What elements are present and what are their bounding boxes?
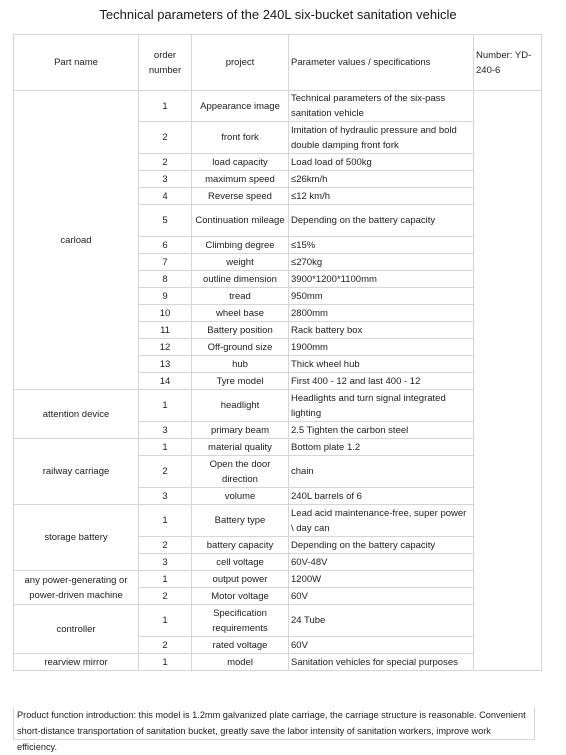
project-cell: Battery type	[192, 505, 289, 537]
order-number-cell: 12	[139, 339, 192, 356]
order-number-cell: 3	[139, 554, 192, 571]
project-cell: headlight	[192, 390, 289, 422]
order-number-cell: 2	[139, 122, 192, 154]
blank-number-column	[474, 91, 542, 671]
parameter-value-cell: 1200W	[289, 571, 474, 588]
order-number-cell: 2	[139, 456, 192, 488]
parameter-value-cell: 1900mm	[289, 339, 474, 356]
table-row	[14, 571, 542, 588]
table-row	[14, 505, 542, 537]
order-number-cell: 13	[139, 356, 192, 373]
parameter-value-cell: 3900*1200*1100mm	[289, 271, 474, 288]
part-name-cell: controller	[14, 605, 139, 654]
parameter-value-cell: 60V	[289, 588, 474, 605]
table-row	[14, 605, 542, 637]
order-number-cell: 2	[139, 588, 192, 605]
parameter-value-cell: Sanitation vehicles for special purposes	[289, 654, 474, 671]
project-cell: primary beam	[192, 422, 289, 439]
parameter-value-cell: 2.5 Tighten the carbon steel	[289, 422, 474, 439]
project-cell: rated voltage	[192, 637, 289, 654]
parameter-value-cell: ≤15%	[289, 237, 474, 254]
project-cell: volume	[192, 488, 289, 505]
page-title: Technical parameters of the 240L six-bucket sanitation vehicle	[99, 7, 457, 22]
table-header-row	[14, 35, 542, 91]
project-cell: battery capacity	[192, 537, 289, 554]
order-number-cell: 2	[139, 154, 192, 171]
parameter-value-cell: 60V	[289, 637, 474, 654]
header-number: Number: YD-240-6	[474, 35, 542, 91]
project-cell: tread	[192, 288, 289, 305]
part-name-cell: any power-generating or power-driven machine	[14, 571, 139, 605]
header-order-number: order number	[139, 35, 192, 91]
project-cell: Battery position	[192, 322, 289, 339]
parameter-value-cell: Rack battery box	[289, 322, 474, 339]
part-name-cell: railway carriage	[14, 439, 139, 505]
parameter-value-cell: Depending on the battery capacity	[289, 537, 474, 554]
parameter-value-cell: ≤270kg	[289, 254, 474, 271]
parameter-value-cell: Headlights and turn signal integrated lighting	[289, 390, 474, 422]
parameter-value-cell: ≤26km/h	[289, 171, 474, 188]
order-number-cell: 3	[139, 422, 192, 439]
header-part-name: Part name	[14, 35, 139, 91]
parameter-value-cell: 24 Tube	[289, 605, 474, 637]
order-number-cell: 3	[139, 488, 192, 505]
parameter-value-cell: Imitation of hydraulic pressure and bold double damping front fork	[289, 122, 474, 154]
order-number-cell: 1	[139, 605, 192, 637]
order-number-cell: 5	[139, 205, 192, 237]
order-number-cell: 14	[139, 373, 192, 390]
project-cell: Specification requirements	[192, 605, 289, 637]
project-cell: outline dimension	[192, 271, 289, 288]
table-row	[14, 390, 542, 422]
order-number-cell: 10	[139, 305, 192, 322]
table-row	[14, 439, 542, 456]
parameter-value-cell: 950mm	[289, 288, 474, 305]
parameter-value-cell: 240L barrels of 6	[289, 488, 474, 505]
parameter-value-cell: chain	[289, 456, 474, 488]
order-number-cell: 1	[139, 439, 192, 456]
project-cell: output power	[192, 571, 289, 588]
parameter-value-cell: Bottom plate 1.2	[289, 439, 474, 456]
spec-table	[13, 34, 542, 671]
project-cell: cell voltage	[192, 554, 289, 571]
order-number-cell: 2	[139, 537, 192, 554]
order-number-cell: 2	[139, 637, 192, 654]
order-number-cell: 1	[139, 390, 192, 422]
project-cell: front fork	[192, 122, 289, 154]
parameter-value-cell: Depending on the battery capacity	[289, 205, 474, 237]
project-cell: hub	[192, 356, 289, 373]
parameter-value-cell: Lead acid maintenance-free, super power \ day can	[289, 505, 474, 537]
order-number-cell: 1	[139, 571, 192, 588]
order-number-cell: 3	[139, 171, 192, 188]
header-project: project	[192, 35, 289, 91]
project-cell: Tyre model	[192, 373, 289, 390]
project-cell: weight	[192, 254, 289, 271]
order-number-cell: 1	[139, 505, 192, 537]
order-number-cell: 1	[139, 654, 192, 671]
parameter-value-cell: 2800mm	[289, 305, 474, 322]
project-cell: model	[192, 654, 289, 671]
project-cell: Motor voltage	[192, 588, 289, 605]
parameter-value-cell: Technical parameters of the six-pass sanitation vehicle	[289, 91, 474, 122]
project-cell: Appearance image	[192, 91, 289, 122]
header-parameter: Parameter values / specifications	[289, 35, 474, 91]
order-number-cell: 9	[139, 288, 192, 305]
project-cell: material quality	[192, 439, 289, 456]
project-cell: Reverse speed	[192, 188, 289, 205]
parameter-value-cell: Thick wheel hub	[289, 356, 474, 373]
part-name-cell: rearview mirror	[14, 654, 139, 671]
project-cell: maximum speed	[192, 171, 289, 188]
order-number-cell: 8	[139, 271, 192, 288]
order-number-cell: 1	[139, 91, 192, 122]
project-cell: wheel base	[192, 305, 289, 322]
project-cell: load capacity	[192, 154, 289, 171]
order-number-cell: 7	[139, 254, 192, 271]
project-cell: Continuation mileage	[192, 205, 289, 237]
table-row	[14, 91, 542, 122]
parameter-value-cell: 60V-48V	[289, 554, 474, 571]
order-number-cell: 4	[139, 188, 192, 205]
table-row	[14, 654, 542, 671]
project-cell: Climbing degree	[192, 237, 289, 254]
part-name-cell: attention device	[14, 390, 139, 439]
parameter-value-cell: Load load of 500kg	[289, 154, 474, 171]
parameter-value-cell: ≤12 km/h	[289, 188, 474, 205]
parameter-value-cell: First 400 - 12 and last 400 - 12	[289, 373, 474, 390]
part-name-cell: storage battery	[14, 505, 139, 571]
project-cell: Open the door direction	[192, 456, 289, 488]
order-number-cell: 6	[139, 237, 192, 254]
project-cell: Off-ground size	[192, 339, 289, 356]
order-number-cell: 11	[139, 322, 192, 339]
part-name-cell: carload	[14, 91, 139, 390]
product-introduction: Product function introduction: this model is 1.2mm galvanized plate carriage, the carriage structure is reasonable. Convenient short-distance transportation of sanitation bucket, greatly save the labor intensity of sanitation workers, improve work efficiency.	[13, 707, 535, 740]
